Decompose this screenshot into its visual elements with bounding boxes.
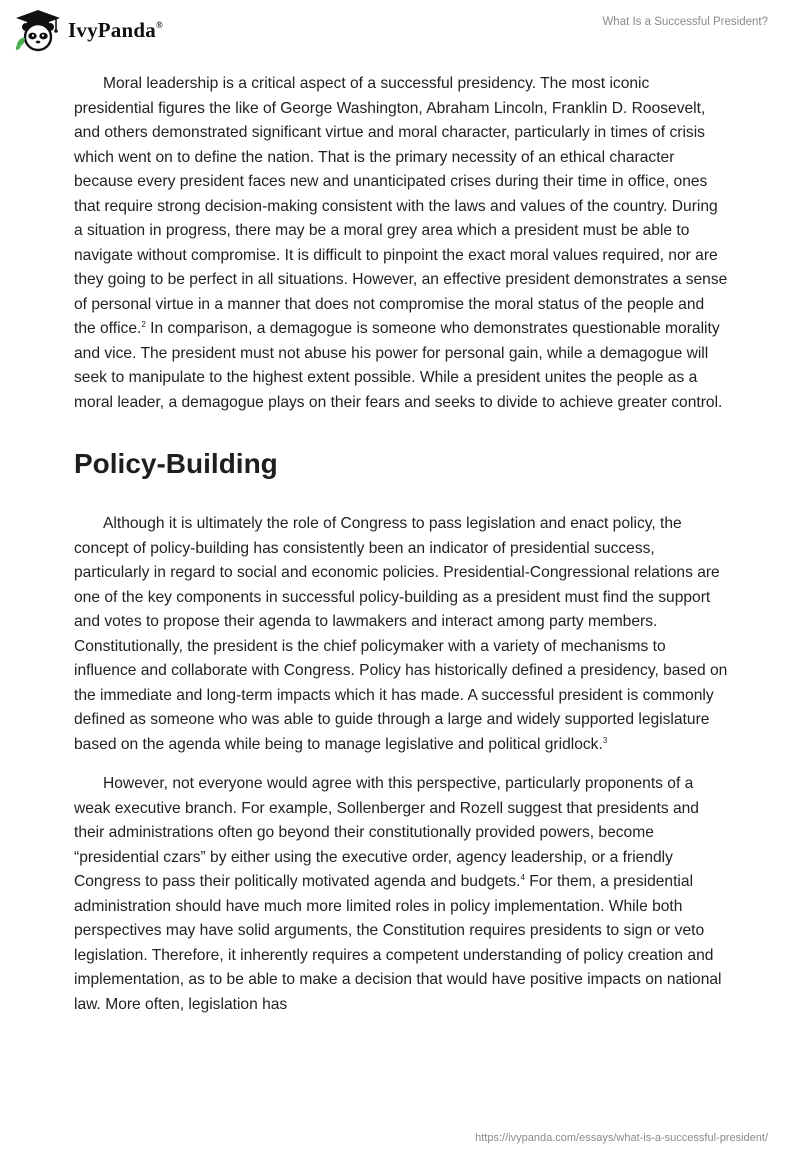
brand-name: IvyPanda® — [68, 17, 163, 42]
source-url[interactable]: https://ivypanda.com/essays/what-is-a-successful-president/ — [475, 1132, 768, 1144]
ivypanda-logo[interactable] — [14, 8, 163, 52]
footnote-ref[interactable]: 2 — [141, 319, 146, 329]
paragraph-weak-executive: However, not everyone would agree with this perspective, particularly proponents of a weak executive branch. For example, Sollenberger and Rozell suggest that presidents and their administrations often go beyond their constitutionally provided powers, become “presidential czars” by either using the executive order, agency leadership, or a friendly Congress to pass their politically motivated agenda and budgets.$^4$ For them, a presidential administration should have much more limited roles in policy implementation. While both perspectives may have solid arguments, the Constitution requires presidents to sign or veto legislation. Therefore, it inherently requires a competent understanding of policy creation and implementation, as to be able to make a decision that would have positive impacts on national law. More often, legislation has — [74, 775, 722, 1013]
essay-body — [74, 72, 730, 1032]
paragraph-policy-building: Although it is ultimately the role of Congress to pass legislation and enact policy, the concept of policy-building has consistently been an indicator of presidential success, particularly in regard to social and economic policies. Presidential-Congressional relations are one of the key components in successful policy-building as a president must find the support and votes to propose their agenda to lawmakers and interact among party members. Constitutionally, the president is the chief policymaker with a variety of mechanisms to influence and collaborate with Congress. Policy has historically defined a presidency, based on the immediate and long-term impacts which it has made. A successful president is commonly defined as someone who was able to guide through a large and widely supported legislature based on the agenda while being to manage legislative and political gridlock.$^3$ — [74, 515, 728, 753]
paragraph-moral-leadership: Moral leadership is a critical aspect of a successful presidency. The most iconic presidential figures the like of George Washington, Abraham Lincoln, Franklin D. Roosevelt, and others demonstrated significant virtue and moral character, particularly in times of crisis which went on to define the nation. That is the primary necessity of an ethical character because every president faces new and unanticipated crises during their time in office, ones that require strong decision-making consistent with the laws and values of the country. During a situation in progress, there may be a moral grey area which a president must be able to navigate without compromise. It is difficult to pinpoint the exact moral values required, nor are they going to be perfect in all situations. However, an effective president demonstrates a sense of personal virtue in a manner that does not compromise the moral status of the people and the office.$^2$ In comparison, a demagogue is someone who demonstrates questionable morality and vice. The president must not abuse his power for personal gain, while a demagogue will seek to manipulate to the highest extent possible. While a president unites the people as a moral leader, a demagogue plays on their fears and seeks to divide to achieve greater control. — [74, 75, 728, 411]
panda-graduate-icon — [14, 8, 62, 52]
footnote-ref[interactable]: 3 — [602, 735, 608, 745]
section-heading: Policy-Building — [74, 448, 278, 479]
registered-mark: ® — [155, 19, 163, 30]
document-title: What Is a Successful President? — [602, 16, 768, 28]
footnote-ref[interactable]: 4 — [520, 872, 525, 882]
page-header — [0, 0, 800, 70]
